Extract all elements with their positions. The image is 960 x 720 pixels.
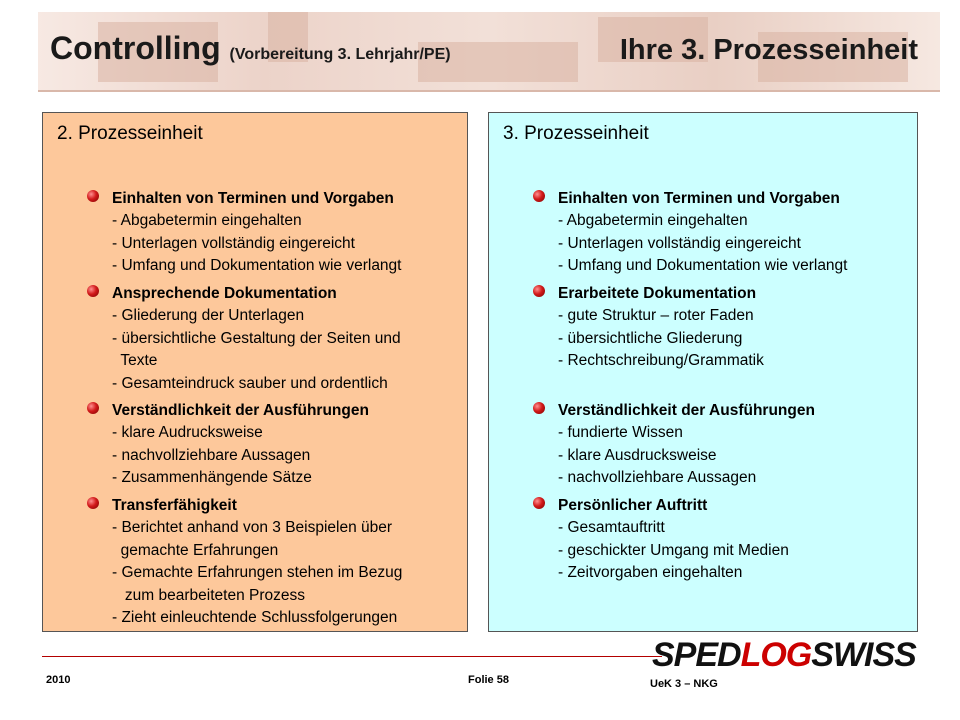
- section-line: - fundierte Wissen: [558, 424, 683, 441]
- section-title: Einhalten von Terminen und Vorgaben: [558, 190, 840, 207]
- bullet-icon: [533, 402, 545, 414]
- section-line: - Abgabetermin eingehalten: [558, 212, 748, 229]
- bullet-icon: [533, 190, 545, 202]
- spedlogswiss-logo: SPEDLOGSWISS: [652, 636, 916, 674]
- right-panel-heading: 3. Prozesseinheit: [503, 123, 649, 144]
- section-line: - nachvollziehbare Aussagen: [112, 446, 311, 464]
- section-line: - Rechtschreibung/Grammatik: [558, 352, 764, 369]
- section-line: - klare Audrucksweise: [112, 424, 263, 441]
- left-panel: [42, 112, 468, 632]
- section-line: Texte: [112, 352, 158, 369]
- section-title: Einhalten von Terminen und Vorgaben: [112, 190, 394, 207]
- bullet-icon: [533, 497, 545, 509]
- section-title: Verständlichkeit der Ausführungen: [558, 402, 815, 419]
- page-title: [50, 30, 451, 67]
- section-line: zum bearbeiteten Prozess: [112, 586, 305, 604]
- section-title: Persönlicher Auftritt: [558, 497, 708, 514]
- section-line: - Unterlagen vollständig eingereicht: [112, 234, 355, 252]
- right-section-3: [503, 399, 903, 490]
- right-panel: [488, 112, 918, 632]
- bullet-icon: [87, 497, 99, 509]
- section-line: - Abgabetermin eingehalten: [112, 212, 302, 229]
- right-section-2: [503, 282, 903, 373]
- section-line: - Gemachte Erfahrungen stehen im Bezug: [112, 564, 403, 581]
- right-section-4: [503, 494, 903, 585]
- title-right: Ihre 3. Prozesseinheit: [619, 34, 918, 66]
- right-section-1: [503, 187, 903, 278]
- section-title: Transferfähigkeit: [112, 497, 237, 514]
- section-line: - Gliederung der Unterlagen: [112, 307, 305, 324]
- bullet-icon: [87, 190, 99, 202]
- bullet-icon: [87, 402, 99, 414]
- section-line: - nachvollziehbare Aussagen: [558, 469, 757, 486]
- section-line: - geschickter Umgang mit Medien: [558, 541, 789, 559]
- left-section-2: [57, 282, 457, 395]
- section-title: Verständlichkeit der Ausführungen: [112, 402, 369, 419]
- section-line: - Zieht einleuchtende Schlussfolgerungen: [112, 609, 398, 626]
- footer-uek-label: UeK 3 – NKG: [650, 678, 718, 690]
- title-main-text: Controlling: [50, 30, 221, 66]
- bullet-icon: [87, 285, 99, 297]
- section-line: - klare Ausdrucksweise: [558, 446, 717, 464]
- section-line: - Gesamtauftritt: [558, 519, 665, 536]
- section-line: - Zusammenhängende Sätze: [112, 469, 312, 486]
- section-title: Erarbeitete Dokumentation: [558, 285, 757, 302]
- bullet-icon: [533, 285, 545, 297]
- footer-divider: [42, 656, 662, 657]
- section-line: - Umfang und Dokumentation wie verlangt: [558, 257, 848, 274]
- section-line: - übersichtliche Gliederung: [558, 329, 743, 347]
- section-line: - Unterlagen vollständig eingereicht: [558, 234, 801, 252]
- left-section-1: [57, 187, 457, 278]
- section-line: - Berichtet anhand von 3 Beispielen über: [112, 519, 393, 536]
- section-line: - übersichtliche Gestaltung der Seiten und: [112, 329, 401, 347]
- section-line: - Umfang und Dokumentation wie verlangt: [112, 257, 402, 274]
- footer-slide-number: Folie 58: [468, 674, 509, 686]
- title-subtitle: (Vorbereitung 3. Lehrjahr/PE): [229, 46, 451, 63]
- section-line: - Zeitvorgaben eingehalten: [558, 564, 743, 581]
- left-panel-heading: 2. Prozesseinheit: [57, 123, 203, 144]
- section-line: - Gesamteindruck sauber und ordentlich: [112, 374, 388, 392]
- footer-year: 2010: [46, 674, 71, 686]
- section-title: Ansprechende Dokumentation: [112, 285, 337, 302]
- left-section-4: [57, 494, 457, 630]
- section-line: - gute Struktur – roter Faden: [558, 307, 754, 324]
- left-section-3: [57, 399, 457, 490]
- section-line: gemachte Erfahrungen: [112, 541, 279, 559]
